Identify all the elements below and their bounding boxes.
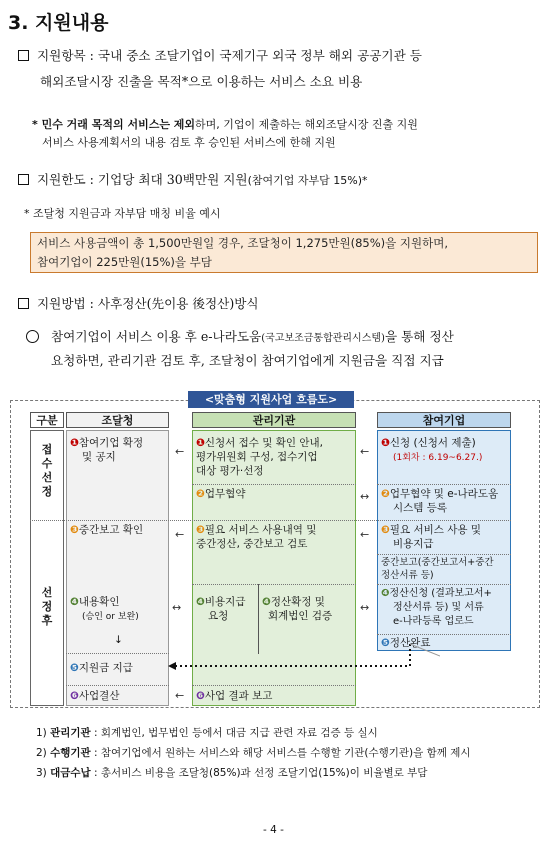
method-line1a: 참여기업이 서비스 이용 후 e-나라도움 [51, 329, 262, 344]
jodal-step6: ❻사업결산 [70, 690, 120, 702]
diagram-title: <맞춤형 지원사업 흐름도> [188, 391, 354, 408]
footnote-3: 3) 대금수납 : 총서비스 비용을 조달청(85%)과 선정 조달기업(15%)이 비율별로 부담 [36, 767, 428, 779]
gwanri-step1: ❶신청서 접수 및 확인 안내, 평가위원회 구성, 접수기업 대상 평가·선정 [196, 437, 324, 477]
jodal-step4: ❹내용확인 (승인 or 보완) [70, 596, 139, 622]
footnote-1: 1) 관리기관 : 회계법인, 법무법인 등에서 대금 지급 관련 자료 검증 등 실시 [36, 727, 378, 739]
left-arrow-icon: ← [175, 445, 185, 458]
jodal-step5: ❺지원금 지급 [70, 662, 133, 674]
both-arrow-icon: ↔ [360, 601, 370, 614]
support-item-line1: 지원항목 : 국내 중소 조달기업이 국제기구 외국 정부 해외 공공기관 등 [37, 48, 422, 63]
divider [192, 484, 356, 485]
support-method [18, 292, 538, 315]
divider [377, 634, 511, 635]
phase1-label: 접 수 선 정 [41, 443, 53, 498]
charyeo-step4: ❹정산신청 (결과보고서+ 정산서류 등) 및 서류 e-나라등록 업로드 [381, 588, 492, 627]
method-line1c: 을 통해 정산 [384, 329, 454, 344]
left-arrow-icon: ← [175, 528, 185, 541]
payment-connector [140, 640, 440, 672]
support-limit-paren: (참여기업 자부담 15%)* [247, 174, 368, 187]
divider [377, 584, 511, 585]
example-box [30, 232, 538, 273]
example-label: * 조달청 지원금과 자부담 매칭 비율 예시 [24, 207, 221, 220]
charyeo-step1: ❶신청 (신청서 제출) (1회차 : 6.19~6.27.) [381, 437, 483, 463]
left-arrow-icon: ← [360, 528, 370, 541]
charyeo-step3-report: 중간보고(중간보고서+중간 정산서류 등) [381, 557, 494, 581]
note-rest: 하며, 기업이 제출하는 해외조달시장 진출 지원 [195, 118, 418, 131]
circle-bullet-icon [26, 330, 39, 343]
section-title: 3. 지원내용 [8, 12, 109, 34]
gwanri-step4b: ❹정산확정 및 회계법인 검증 [262, 596, 333, 622]
header-charyeo: 참여기업 [377, 412, 511, 428]
header-gubun: 구분 [30, 412, 64, 428]
support-limit [18, 168, 538, 192]
support-item-note [32, 116, 537, 152]
example-line2: 참여기업이 225만원(15%)을 부담 [37, 255, 212, 269]
page-number: - 4 - [263, 824, 284, 836]
checkbox-square-icon [18, 174, 29, 185]
divider [192, 685, 356, 686]
left-arrow-icon: ← [360, 445, 370, 458]
divider [66, 685, 169, 686]
checkbox-square-icon [18, 50, 29, 61]
header-gwanri: 관리기관 [192, 412, 356, 428]
divider [377, 484, 511, 485]
footnote-2: 2) 수행기관 : 참여기업에서 원하는 서비스와 해당 서비스를 수행할 기관(수행기관)을 함께 제시 [36, 747, 471, 759]
phase2-label: 선 정 후 [41, 586, 53, 627]
left-arrow-icon: ← [175, 689, 185, 702]
checkbox-square-icon [18, 298, 29, 309]
note-line2: 서비스 사용계획서의 내용 검토 후 승인된 서비스에 한해 지원 [42, 136, 336, 149]
down-arrow-icon: ↓ [114, 634, 123, 646]
divider [377, 554, 511, 555]
example-line1: 서비스 사용금액이 총 1,500만원일 경우, 조달청이 1,275만원(85%)을 지원하며, [37, 236, 448, 250]
support-limit-main: 지원한도 : 기업당 최대 30백만원 지원 [37, 172, 248, 187]
support-item-line2: 해외조달시장 진출을 목적*으로 이용하는 서비스 소요 비용 [40, 74, 363, 89]
charyeo-step3: ❸필요 서비스 사용 및 비용지급 [381, 524, 482, 550]
charyeo-step2: ❷업무협약 및 e-나라도움 시스템 등록 [381, 488, 499, 514]
jodal-step3: ❸중간보고 확인 [70, 524, 144, 536]
gwanri-step2: ❷업무협약 [196, 488, 246, 500]
divider [192, 584, 356, 585]
support-method-text: 지원방법 : 사후정산(先이용 後정산)방식 [37, 296, 259, 311]
gwanri-step3: ❸필요 서비스 사용내역 및 중간정산, 중간보고 검토 [196, 524, 317, 550]
both-arrow-icon: ↔ [172, 601, 182, 614]
jodal-step1: ❶참여기업 확정 및 공지 [70, 437, 144, 463]
method-description [26, 326, 536, 372]
gwanri-step6: ❻사업 결과 보고 [196, 690, 273, 702]
note-bold: * 민수 거래 목적의 서비스는 제외 [32, 118, 196, 131]
phase-divider [30, 520, 511, 521]
support-item [18, 44, 538, 93]
method-line1b: (국고보조금통합관리시스템) [261, 333, 385, 344]
method-line2: 요청하면, 관리기관 검토 후, 조달청이 참여기업에게 지원금을 직접 지급 [51, 353, 444, 368]
gwanri-step4a: ❹비용지급 요청 [196, 596, 246, 622]
header-jodal: 조달청 [66, 412, 169, 428]
both-arrow-icon: ↔ [360, 490, 370, 503]
charyeo-step5: ❺정산완료 [381, 637, 431, 649]
